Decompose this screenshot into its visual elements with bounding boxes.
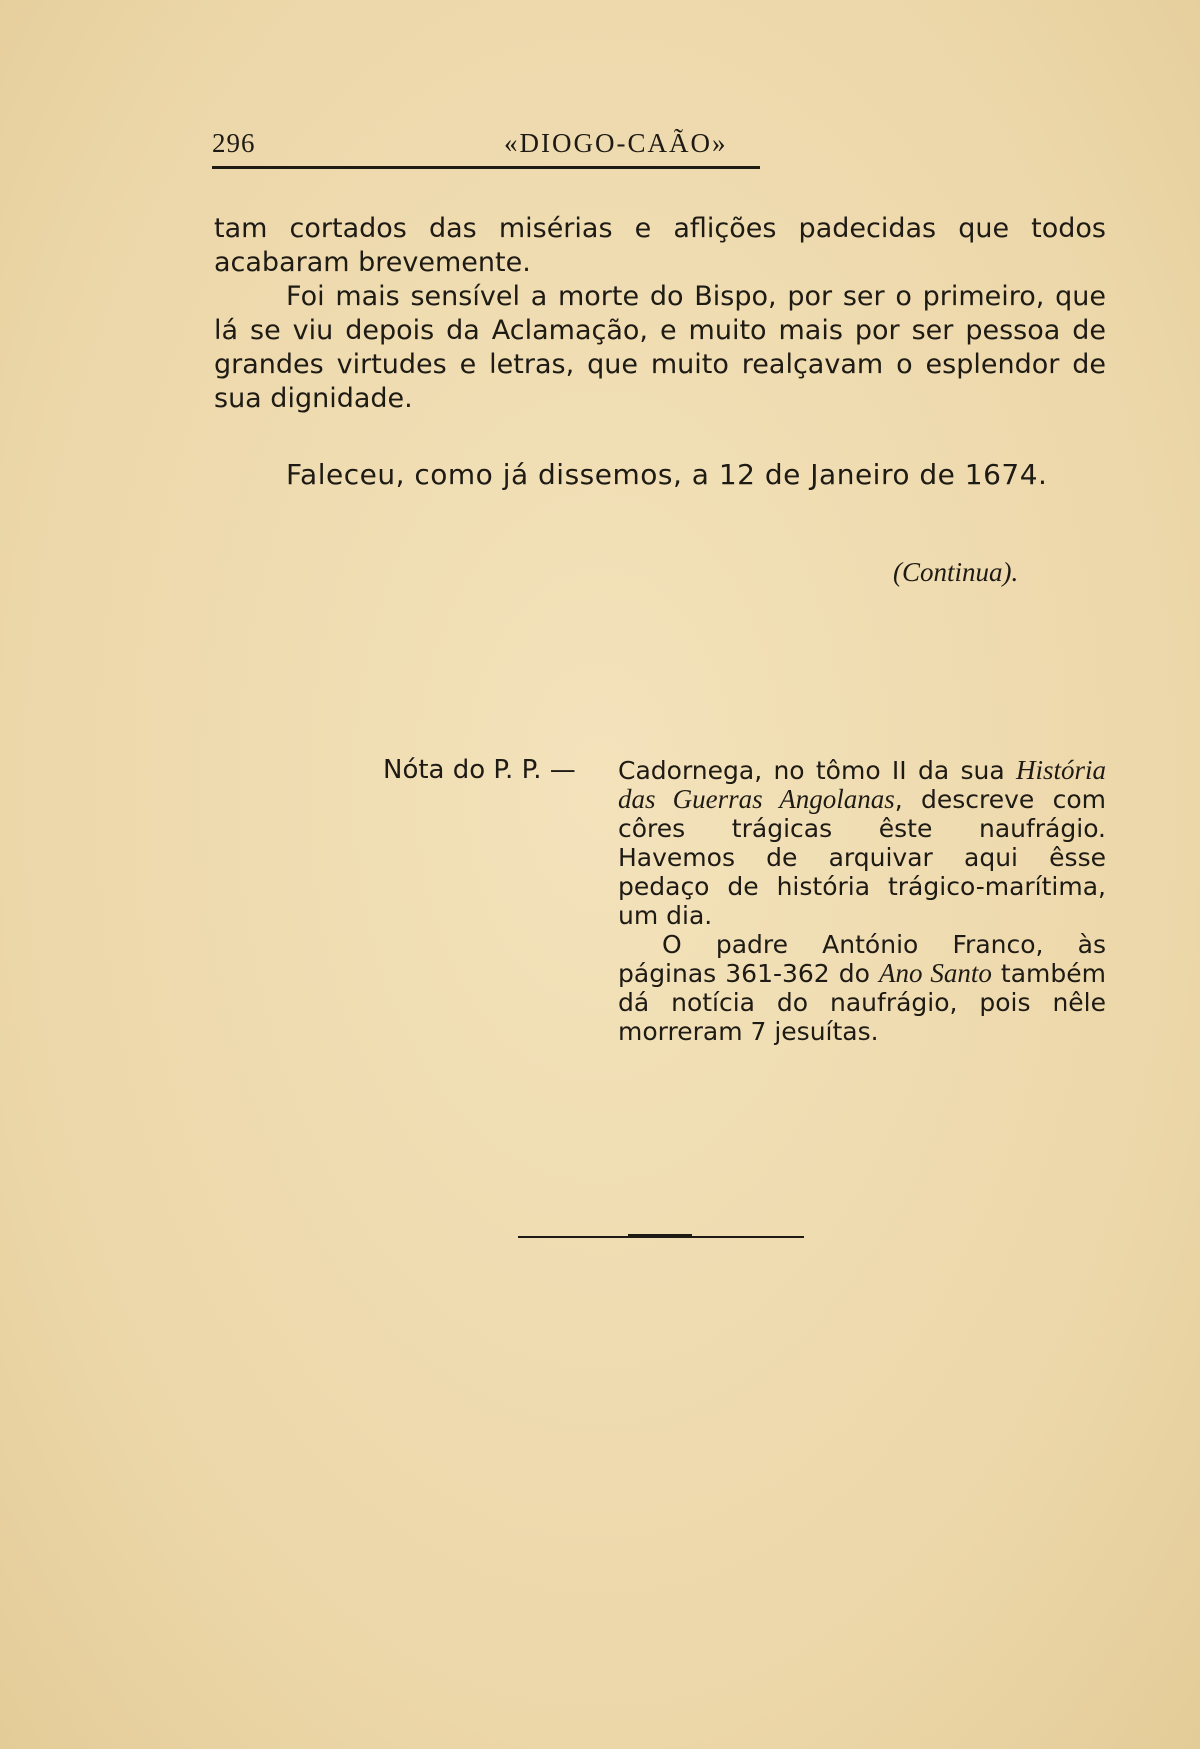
note-text-part: também dá notícia do naufrágio, pois nêle morreram 7 jesuítas.	[618, 959, 1106, 1046]
continua-mark: (Continua).	[893, 557, 1019, 587]
page-header	[212, 128, 760, 162]
closing-line: Faleceu, como já dissemos, a 12 de Janeiro de 1674.	[286, 458, 1048, 491]
note-text-part: , descreve com côres trágicas êste naufrágio. Havemos de arquivar aqui êsse pedaço de história trágico-marítima, um dia.	[618, 785, 1107, 930]
header-rule	[212, 166, 760, 169]
page-number: 296	[212, 128, 256, 158]
note-text-part: Cadornega, no tômo II da sua	[618, 756, 1016, 785]
paragraph-continued: tam cortados das misérias e aflições padecidas que todos acabaram brevemente.	[214, 213, 1106, 278]
paragraph-bishop-death: Foi mais sensível a morte do Bispo, por ser o primeiro, que lá se viu depois da Aclamação, e muito mais por ser pessoa de grandes virtudes e letras, que muito realçavam o esplendor de sua dignidade.	[214, 281, 1106, 414]
book-title-ano-santo: Ano Santo	[879, 958, 992, 988]
note-text	[618, 756, 1106, 1046]
running-title: «DIOGO-CAÃO»	[504, 128, 728, 158]
body-text	[214, 212, 1106, 416]
note-text-part: O padre António Franco, às páginas 361-362 do	[618, 930, 1106, 988]
note-paragraph-cadornega	[618, 756, 1106, 930]
note-paragraph-franco	[618, 930, 1106, 1046]
end-rule-ornament	[628, 1234, 692, 1238]
book-title-historia: História das Guerras Angolanas	[618, 755, 1106, 814]
note-label: Nóta do P. P. —	[383, 755, 576, 785]
